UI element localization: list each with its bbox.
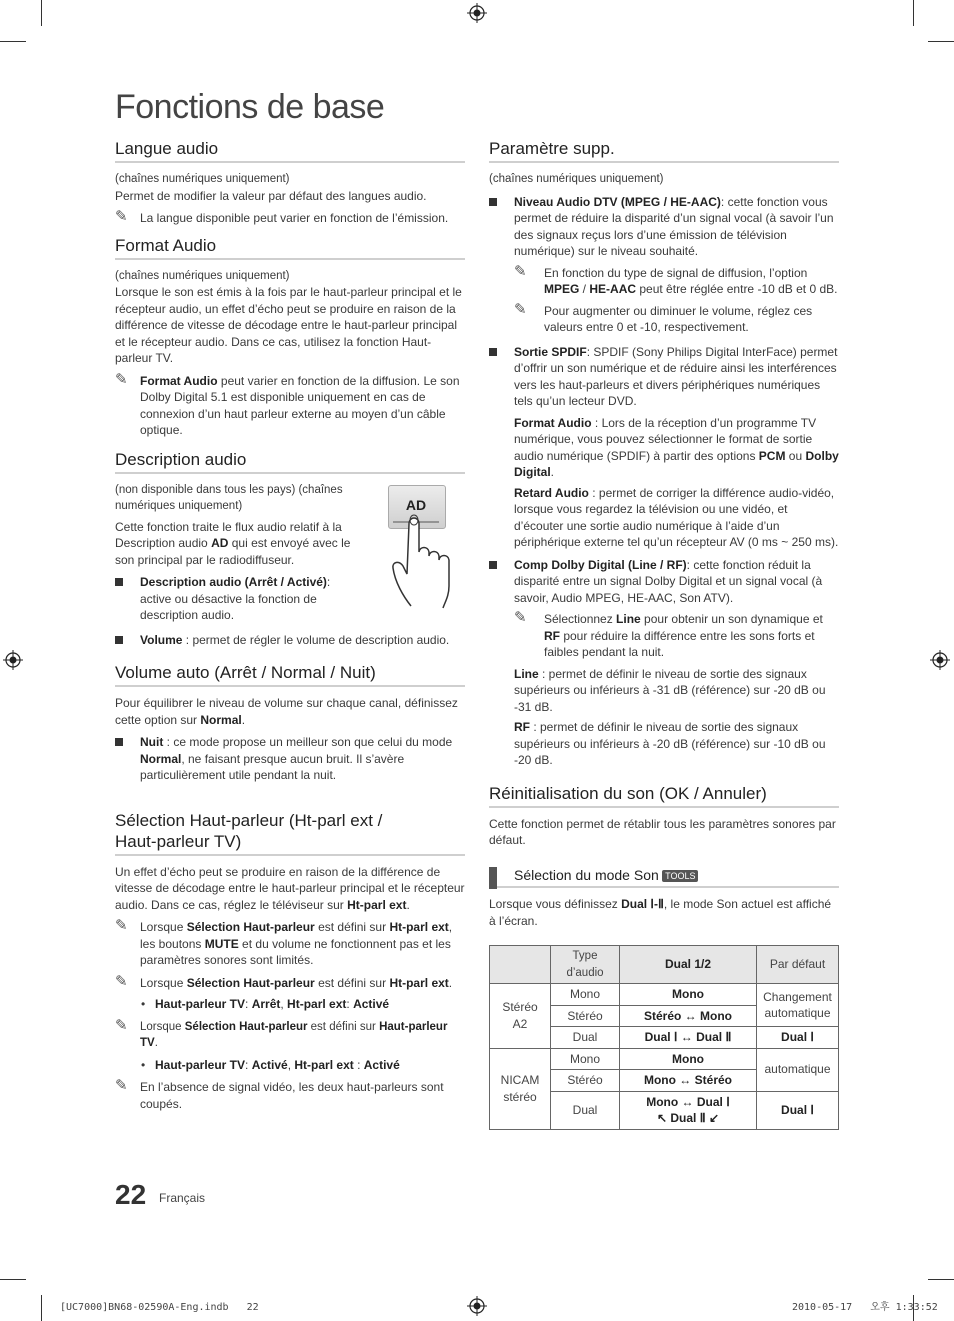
bullet-item: Sortie SPDIF: SPDIF (Sony Philips Digital InterFace) permet d’offrir un son numérique et de réduire ainsi les interférences vers les haut-parleurs et divers périphériques numériques tels qu’un lecteur DVD. <box>489 344 839 410</box>
pencil-note-icon: ✎ <box>514 300 527 318</box>
pencil-note-icon: ✎ <box>115 972 128 990</box>
dot-item: • Haut-parleur TV: Activé, Ht-parl ext : Activé <box>141 1057 400 1072</box>
section-heading: Sélection Haut-parleur (Ht-parl ext / Haut-parleur TV) <box>115 810 465 856</box>
pencil-note-icon: ✎ <box>115 917 128 934</box>
body-text: Un effet d’écho peut se produire en raison de la différence de vitesse de décodage entre le haut-parleur principal et le récepteur audio. Dans ce cas, réglez le téléviseur sur Ht-parl ext. <box>115 864 465 912</box>
scope-text: (non disponible dans tous les pays) (chaînes numériques uniquement) <box>115 483 343 512</box>
note: ✎ Lorsque Sélection Haut-parleur est défini sur Haut-parleur TV. <box>115 1016 448 1049</box>
footer-file: [UC7000]BN68-02590A-Eng.indb 22 <box>60 1302 259 1313</box>
ad-button-label: AD <box>405 496 427 513</box>
table-row: Dual Mono ↔ Dual Ⅰ ↖ Dual Ⅱ ↙ Dual Ⅰ <box>490 1091 839 1129</box>
section-reinitialisation <box>489 783 839 849</box>
table-header: Type d’audio <box>551 946 620 984</box>
retard-audio-text: Retard Audio : permet de corriger la différence audio-vidéo, lorsque vous regardez la télévision ou une vidéo, et d’écouter une sortie audio numérique à l’aide d’un périphérique externe tel qu’un récepteur AV (0 ms ~ 250 ms). <box>514 485 839 549</box>
format-audio-text: Format Audio : Lors de la réception d’un programme TV numérique, vous pouvez sélectionner le format de sortie audio numérique (SPDIF) à partir des options PCM ou Dolby Digital. <box>514 415 839 479</box>
section-heading: Langue audio <box>115 138 465 163</box>
body-text: Cette fonction permet de rétablir tous les paramètres sonores par défaut. <box>489 816 836 847</box>
table-row: Dual Dual Ⅰ ↔ Dual Ⅱ Dual Ⅰ <box>490 1027 839 1049</box>
tools-badge: TOOLS <box>662 870 698 882</box>
right-column <box>489 138 839 1130</box>
note: ✎ Lorsque Sélection Haut-parleur est défini sur Ht-parl ext. <box>115 972 453 990</box>
section-format-audio <box>115 235 465 439</box>
page-title: Fonctions de base <box>115 88 385 126</box>
note: ✎ La langue disponible peut varier en fonction de l’émission. <box>115 208 449 225</box>
bullet-item: Comp Dolby Digital (Line / RF): cette fonction réduit la disparité entre un signal Dolby Digital et un signal vocal (à savoir, Audio MPEG, HE-AAC, Son ATV). <box>489 557 839 607</box>
section-heading: Format Audio <box>115 235 465 260</box>
note: ✎ Lorsque Sélection Haut-parleur est défini sur Ht-parl ext, les boutons MUTE et du volume ne fonctionnent pas et les paramètres sonores sont limités. <box>115 917 453 967</box>
body-text: Lorsque vous définissez Dual Ⅰ-Ⅱ, le mode Son actuel est affiché à l’écran. <box>489 897 832 928</box>
section-mode-son <box>489 867 839 1130</box>
sound-mode-table <box>489 945 839 1130</box>
table-row: Stéréo Stéréo ↔ Mono <box>490 1005 839 1027</box>
section-description-audio <box>115 449 465 649</box>
line-text: Line : permet de définir le niveau de sortie des signaux supérieurs ou inférieurs à -31 dB (référence) sur -20 dB ou -31 dB. <box>514 666 826 714</box>
section-heading: Volume auto (Arrêt / Normal / Nuit) <box>115 662 465 687</box>
section-heading: Description audio <box>115 449 465 474</box>
dot-item: • Haut-parleur TV: Arrêt, Ht-parl ext: Activé <box>141 997 390 1011</box>
pencil-note-icon: ✎ <box>115 1077 128 1094</box>
pencil-note-icon: ✎ <box>115 208 128 225</box>
note: ✎ Sélectionnez Line pour obtenir un son dynamique et RF pour réduire la différence entre les sons forts et faibles pendant la nuit. <box>514 609 823 659</box>
subsection-heading: Sélection du mode Son TOOLS <box>489 867 839 889</box>
note: ✎ En l’absence de signal vidéo, les deux haut-parleurs sont coupés. <box>115 1077 444 1111</box>
remote-ad-illustration <box>387 485 467 610</box>
page-number: 22 <box>115 1179 147 1210</box>
registration-mark-left <box>3 650 23 670</box>
group-cell: Stéréo A2 <box>490 984 551 1049</box>
note: ✎ Format Audio peut varier en fonction de la diffusion. Le son Dolby Digital 5.1 est disponible uniquement en cas de connexion d’un haut parleur externe au moyen d’un câble optique. <box>115 370 460 437</box>
page-language: Français <box>159 1191 206 1205</box>
bullet-item: Niveau Audio DTV (MPEG / HE-AAC): cette fonction vous permet de réduire la disparité d’un signal vocal (à savoir l’un des signaux reçus lors d’une émission de télévision numérique) sur le niveau souhaité. <box>489 194 839 260</box>
registration-mark-top <box>467 3 487 23</box>
section-selection-haut-parleur <box>115 810 465 1113</box>
section-heading: Réinitialisation du son (OK / Annuler) <box>489 783 839 808</box>
body-text: Pour équilibrer le niveau de volume sur chaque canal, définissez cette option sur Normal. <box>115 696 458 727</box>
bullet-item: Volume : permet de régler le volume de description audio. <box>115 632 465 649</box>
section-parametre-supp <box>489 138 839 769</box>
pencil-note-icon: ✎ <box>115 1016 128 1034</box>
table-header: Par défaut <box>757 946 839 984</box>
rf-text: RF : permet de définir le niveau de sortie des signaux supérieurs ou inférieurs à -20 dB (référence) sur -10 dB ou -20 dB. <box>514 720 826 767</box>
registration-mark-right <box>930 650 950 670</box>
scope-text: (chaînes numériques uniquement) <box>115 173 290 185</box>
note: ✎ En fonction du type de signal de diffusion, l’option MPEG / HE-AAC peut être réglée entre -10 dB et 0 dB. <box>514 262 838 296</box>
bullet-item: Nuit : ce mode propose un meilleur son que celui du mode Normal, ne faisant presque aucun bruit. Il s’avère particulièrement utile pendant la nuit. <box>115 734 465 784</box>
group-cell: NICAM stéréo <box>490 1048 551 1129</box>
note: ✎ Pour augmenter ou diminuer le volume, réglez ces valeurs entre 0 et -10, respectivement. <box>514 300 813 334</box>
left-column <box>115 138 465 1112</box>
section-langue-audio <box>115 138 465 227</box>
scope-text: (chaînes numériques uniquement) <box>115 269 290 282</box>
pencil-note-icon: ✎ <box>514 609 527 626</box>
body-text: Permet de modifier la valeur par défaut des langues audio. <box>115 188 427 203</box>
footer-date: 2010-05-17 오후 1:33:52 <box>792 1302 938 1313</box>
table-header-empty <box>490 946 551 984</box>
scope-text: (chaînes numériques uniquement) <box>489 173 664 185</box>
registration-mark-bottom <box>467 1296 487 1316</box>
table-header: Dual 1/2 <box>620 946 757 984</box>
table-row: NICAM stéréo Mono Mono automatique <box>490 1048 839 1070</box>
bullet-item: Description audio (Arrêt / Activé): active ou désactive la fonction de description audio. <box>115 574 355 624</box>
section-volume-auto <box>115 662 465 784</box>
pencil-note-icon: ✎ <box>514 262 527 280</box>
hand-pointing-icon <box>387 510 467 610</box>
body-text: Lorsque le son est émis à la fois par le haut-parleur principal et le récepteur audio, un effet d’écho peut se produire en raison de la différence de vitesse de décodage entre le haut-parleur principal et le récepteur audio. Dans ce cas, utilisez la fonction Haut-parleur TV. <box>115 285 462 365</box>
table-row: Stéréo Mono ↔ Stéréo <box>490 1070 839 1092</box>
table-row: Stéréo A2 Mono Mono Changement automatique <box>490 984 839 1006</box>
body-text: Cette fonction traite le flux audio relatif à la Description audio AD qui est envoyé avec le son principal par le radiodiffuseur. <box>115 519 351 567</box>
section-heading: Paramètre supp. <box>489 138 839 163</box>
pencil-note-icon: ✎ <box>115 370 128 388</box>
